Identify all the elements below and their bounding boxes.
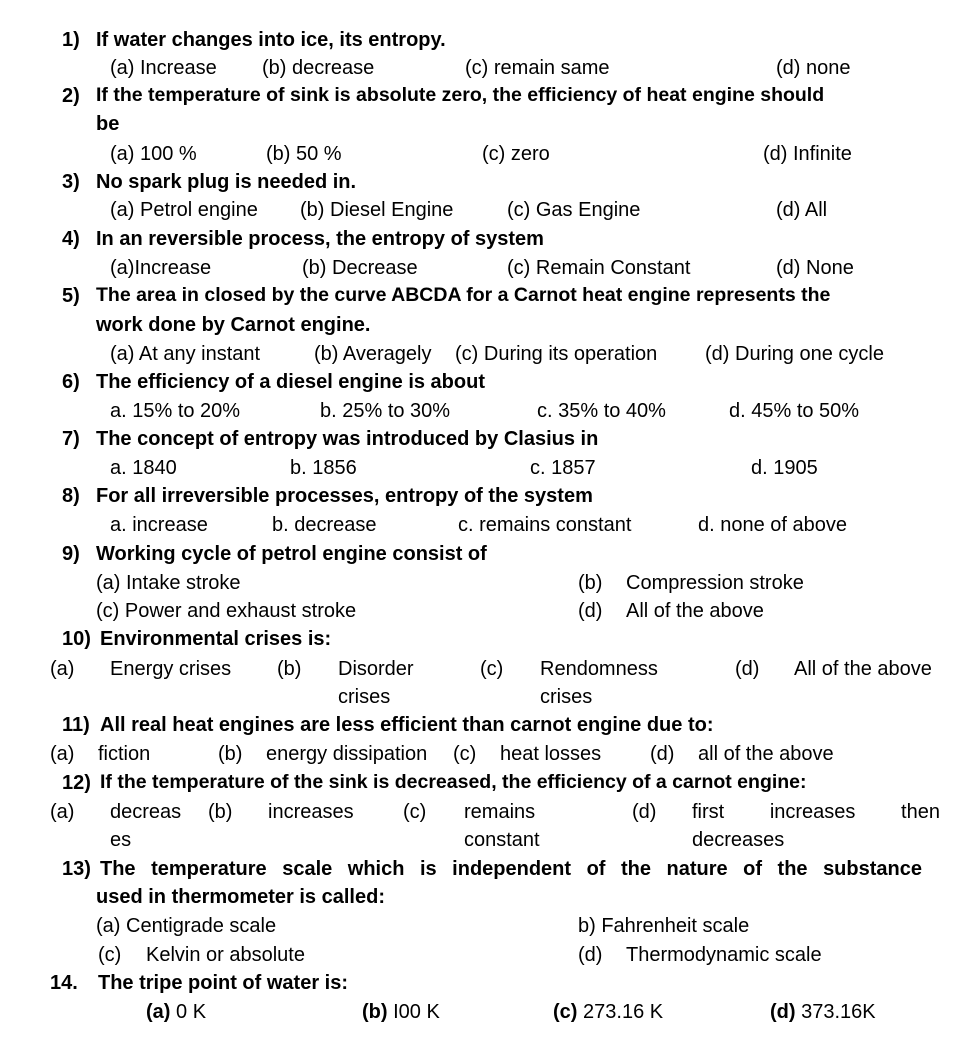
question-13-word-1: The [100, 858, 136, 880]
question-13-text-line1 [100, 859, 922, 879]
option-c: heat losses [500, 743, 602, 765]
option-d: all of the above [698, 743, 834, 765]
option-a: Energy crises [110, 658, 232, 680]
option-d: All of the above [626, 600, 764, 622]
option-c: Kelvin or absolute [146, 944, 305, 966]
option-a: (a) Centigrade scale [96, 915, 277, 937]
question-3-text: No spark plug is needed in. [96, 171, 357, 193]
question-13-word-4: which [347, 858, 405, 880]
option-b: increases [268, 801, 354, 823]
option-d-letter: (d) [632, 801, 657, 823]
option-a-line2: es [110, 829, 132, 851]
option-b [362, 1002, 440, 1022]
option-a-letter: (a) [50, 658, 75, 680]
option-c-value: 273.16 K [583, 1001, 664, 1023]
question-3-number: 3) [62, 171, 80, 193]
option-c: c. remains constant [458, 514, 632, 536]
option-b: b) Fahrenheit scale [578, 915, 750, 937]
option-a: fiction [98, 743, 151, 765]
option-d-word-2: increases [769, 801, 856, 823]
option-b: (b) Decrease [302, 257, 418, 279]
option-d: (d) None [776, 257, 854, 279]
question-13-word-2: temperature [151, 858, 267, 880]
option-b-letter: (b) [277, 658, 302, 680]
question-13-word-12: substance [823, 858, 922, 880]
option-a-line1: decreas [110, 801, 182, 823]
option-d: (d) All [776, 199, 828, 221]
option-c-letter: (c) [453, 743, 477, 765]
question-7-number: 7) [62, 428, 80, 450]
option-b-letter: (b) [208, 801, 233, 823]
option-a-letter: (a) [50, 743, 75, 765]
option-d-letter: (d) [650, 743, 675, 765]
option-b: (b) decrease [262, 57, 375, 79]
option-c: c. 1857 [530, 457, 596, 479]
option-c-line2: constant [464, 829, 540, 851]
option-a: a. increase [110, 514, 208, 536]
option-d: All of the above [794, 658, 932, 680]
option-d: (d) Infinite [763, 143, 852, 165]
option-a: (a)Increase [110, 257, 212, 279]
option-c-letter: (c) [553, 1001, 578, 1023]
option-d-letter: (d) [770, 1001, 796, 1023]
option-d-value: 373.16K [801, 1001, 876, 1023]
option-c-line2: crises [540, 686, 593, 708]
option-a: (a) Petrol engine [110, 199, 258, 221]
option-c-line1: remains [464, 801, 536, 823]
question-2-text-line1: If the temperature of sink is absolute zero, the efficiency of heat engine should [96, 84, 825, 106]
option-b: (b) 50 % [266, 143, 342, 165]
option-b-letter: (b) [218, 743, 243, 765]
question-12-text: If the temperature of the sink is decreased, the efficiency of a carnot engine: [100, 771, 807, 793]
option-b: (b) Averagely [314, 343, 432, 365]
option-b-line1: Disorder [338, 658, 414, 680]
option-c-letter: (c) [403, 801, 427, 823]
question-1-text: If water changes into ice, its entropy. [96, 29, 446, 51]
option-d-word-1: first [692, 801, 725, 823]
option-b: (b) Diesel Engine [300, 199, 454, 221]
option-b: b. decrease [272, 514, 377, 536]
option-d [770, 1002, 876, 1022]
question-5-text-line2: work done by Carnot engine. [96, 314, 371, 336]
option-c: (c) zero [482, 143, 550, 165]
option-d-line2: decreases [692, 829, 785, 851]
question-10-number: 10) [62, 628, 91, 650]
option-b-value: I00 K [393, 1001, 440, 1023]
question-5-number: 5) [62, 285, 80, 307]
option-a [146, 1002, 206, 1022]
question-6-text: The efficiency of a diesel engine is about [96, 371, 485, 393]
option-d-letter: (d) [578, 600, 603, 622]
question-13-number: 13) [62, 858, 91, 880]
question-1-number: 1) [62, 29, 80, 51]
option-c: (c) During its operation [455, 343, 658, 365]
option-c-letter: (c) [98, 944, 122, 966]
question-14-number: 14. [50, 972, 78, 994]
option-a: a. 1840 [110, 457, 177, 479]
question-10-text: Environmental crises is: [100, 628, 332, 650]
option-a-letter: (a) [146, 1001, 171, 1023]
option-a: (a) Increase [110, 57, 217, 79]
option-c: (c) remain same [465, 57, 610, 79]
question-8-number: 8) [62, 485, 80, 507]
question-13-word-11: the [777, 858, 808, 880]
question-12-number: 12) [62, 772, 91, 794]
option-c: (c) Gas Engine [507, 199, 641, 221]
option-b: b. 25% to 30% [320, 400, 451, 422]
option-c: c. 35% to 40% [537, 400, 666, 422]
question-13-word-10: of [743, 858, 763, 880]
question-13-word-7: of [586, 858, 606, 880]
question-9-text: Working cycle of petrol engine consist of [96, 543, 487, 565]
question-8-text: For all irreversible processes, entropy of the system [96, 485, 593, 507]
option-d-letter: (d) [578, 944, 603, 966]
question-14-text: The tripe point of water is: [98, 972, 349, 994]
question-13-word-3: scale [282, 858, 333, 880]
option-a: (a) Intake stroke [96, 572, 241, 594]
question-7-text: The concept of entropy was introduced by Clasius in [96, 428, 599, 450]
question-4-text: In an reversible process, the entropy of system [96, 228, 544, 250]
option-c-letter: (c) [480, 658, 504, 680]
option-b-letter: (b) [578, 572, 603, 594]
question-13-word-5: is [419, 858, 437, 880]
option-d-letter: (d) [735, 658, 760, 680]
option-a: (a) 100 % [110, 143, 197, 165]
question-11-text: All real heat engines are less efficient than carnot engine due to: [100, 714, 714, 736]
option-d: (d) During one cycle [705, 343, 884, 365]
question-13-word-8: the [620, 858, 651, 880]
question-2-text-line2: be [96, 113, 120, 135]
option-b-line2: crises [338, 686, 391, 708]
question-2-number: 2) [62, 85, 80, 107]
option-d-line1 [692, 802, 940, 822]
question-9-number: 9) [62, 543, 80, 565]
question-13-word-9: nature [666, 858, 728, 880]
question-6-number: 6) [62, 371, 80, 393]
option-b: b. 1856 [290, 457, 357, 479]
question-4-number: 4) [62, 228, 80, 250]
option-a-letter: (a) [50, 801, 75, 823]
option-a: a. 15% to 20% [110, 400, 241, 422]
question-11-number: 11) [62, 714, 90, 736]
option-b: Compression stroke [626, 572, 804, 594]
option-d: (d) none [776, 57, 851, 79]
option-d: d. none of above [698, 514, 848, 536]
option-c: (c) Power and exhaust stroke [96, 600, 357, 622]
question-13-text-line2: used in thermometer is called: [96, 886, 385, 908]
option-d: d. 45% to 50% [729, 400, 860, 422]
option-b: energy dissipation [266, 743, 428, 765]
option-d: d. 1905 [751, 457, 818, 479]
option-c [553, 1002, 663, 1022]
option-c-line1: Rendomness [540, 658, 658, 680]
option-d: Thermodynamic scale [626, 944, 822, 966]
option-d-word-3: then [901, 801, 940, 823]
option-a: (a) At any instant [110, 343, 261, 365]
question-5-text-line1: The area in closed by the curve ABCDA for a Carnot heat engine represents the [96, 284, 831, 306]
option-c: (c) Remain Constant [507, 257, 691, 279]
question-13-word-6: independent [452, 858, 572, 880]
option-a-value: 0 K [176, 1001, 207, 1023]
option-b-letter: (b) [362, 1001, 388, 1023]
